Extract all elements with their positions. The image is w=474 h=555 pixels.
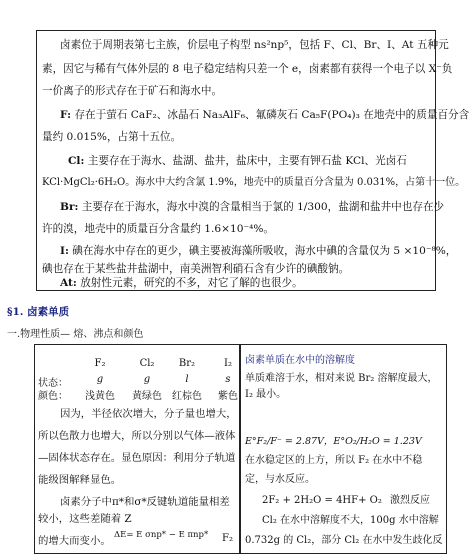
fluorine-row bbox=[60, 104, 469, 126]
delta-e-formula: ΔE= E σnp* − E πnp* bbox=[114, 530, 209, 540]
color-br2: 红棕色 bbox=[172, 391, 202, 402]
props-text-7: 的增大而变小。 bbox=[38, 535, 111, 547]
state-label: 状态： bbox=[38, 378, 68, 389]
bromine-text-2: 许的溴，地壳中的质量百分含量约 1.6×10⁻⁴%。 bbox=[42, 223, 274, 235]
subsection-title: 一.物理性质— 熔、沸点和颜色 bbox=[7, 329, 144, 340]
state-i2: s bbox=[225, 374, 231, 385]
astatine-text-1: 放射性元素，研究的不多，对它了解的也很少。 bbox=[80, 277, 303, 289]
element-f2: F₂ bbox=[94, 358, 106, 369]
reaction-note: 激烈反应 bbox=[390, 495, 430, 506]
props-text-2: 所以色散力也增大，所以分别以气体—液体 bbox=[38, 430, 236, 442]
fluorine-water-reaction: 2F₂ + 2H₂O = 4HF+ O₂ bbox=[262, 495, 382, 506]
bromine-row bbox=[60, 196, 444, 218]
formula-f2: F₂ bbox=[222, 533, 233, 544]
props-text-6: 较小，这些差随着 Z bbox=[38, 513, 132, 525]
iodine-text-2: 碘也存在于某些盐井盐湖中，南美洲智利硝石含有少许的碘酸钠。 bbox=[42, 263, 350, 275]
potential-equation: E°F₂/F⁻ = 2.87V，E°O₂/H₂O = 1.23V bbox=[245, 436, 422, 447]
iodine-label: I: bbox=[60, 245, 69, 257]
color-label: 颜色： bbox=[38, 391, 68, 402]
element-i2: I₂ bbox=[224, 358, 232, 369]
intro-line-3: 一价离子的形式存在于矿石和海水中。 bbox=[42, 85, 223, 97]
state-f2: g bbox=[96, 374, 104, 385]
chlorine-label: Cl: bbox=[68, 155, 85, 167]
intro-line-2: 素，因它与稀有气体外层的 8 电子稳定结构只差一个 e，卤素都有获得一个电子以 X⁻负 bbox=[42, 63, 453, 75]
fluorine-label: F: bbox=[60, 109, 72, 121]
bromine-text-1: 主要存在于海水，海水中溴的含量相当于氯的 1/300，盐湖和盐井中也存在少 bbox=[81, 201, 445, 213]
iodine-text-1: 碘在海水中存在的更少，碘主要被海藻所吸收，海水中碘的含量仅为 5 ×10⁻⁸%， bbox=[72, 245, 457, 257]
element-br2: Br₂ bbox=[178, 358, 196, 369]
solubility-text-1: 单质难溶于水，相对来说 Br₂ 溶解度最大， bbox=[245, 373, 438, 384]
props-text-3: —固体状态存在。显色原因：利用分子轨道 bbox=[38, 452, 236, 464]
state-br2: l bbox=[185, 374, 189, 385]
chlorine-text-1: 主要存在于海水、盐湖、盐井，盐床中，主要有钾石盐 KCl、光卤石 bbox=[87, 155, 407, 167]
fluorine-text-1: 存在于萤石 CaF₂、冰晶石 Na₃AlF₆、氟磷灰石 Ca₅F(PO₄)₃ 在地壳中的质量百分含 bbox=[74, 109, 470, 121]
chlorine-text-2: KCl·MgCl₂·6H₂O。海水中大约含氯 1.9%，地壳中的质量百分含量为 0.031%，占第十一位。 bbox=[42, 177, 466, 188]
props-text-4: 能级图解释显色。 bbox=[38, 474, 122, 486]
section-title: §1. 卤素单质 bbox=[7, 306, 70, 318]
color-i2: 紫色 bbox=[218, 391, 238, 402]
astatine-label: At: bbox=[60, 277, 77, 289]
intro-line-1: 卤素位于周期表第七主族，价层电子构型 ns²np⁵，包括 F、Cl、Br、I、At 五种元 bbox=[60, 39, 449, 51]
props-text-5: 卤素分子中π*和σ*反键轨道能量相差 bbox=[60, 496, 230, 508]
solubility-text-4: 定，与水反应。 bbox=[245, 474, 315, 485]
chlorine-row bbox=[68, 150, 407, 172]
color-f2: 浅黄色 bbox=[85, 391, 115, 402]
color-cl2: 黄绿色 bbox=[132, 391, 162, 402]
props-text-1: 因为，半径依次增大，分子量也增大， bbox=[60, 408, 237, 420]
state-cl2: g bbox=[143, 374, 151, 385]
element-cl2: Cl₂ bbox=[139, 358, 155, 369]
solubility-title: 卤素单质在水中的溶解度 bbox=[245, 355, 355, 366]
fluorine-text-2: 量约 0.015%，占第十五位。 bbox=[42, 131, 182, 143]
solubility-text-6: 0.732g 的 Cl₂，部分 Cl₂ 在水中发生歧化反 bbox=[245, 535, 443, 546]
bromine-label: Br: bbox=[60, 201, 79, 213]
astatine-row bbox=[60, 272, 303, 294]
solubility-text-5: Cl₂ 在水中溶解度不大，100g 水中溶解 bbox=[262, 515, 439, 526]
solubility-text-2: I₂ 最小。 bbox=[245, 389, 287, 400]
solubility-text-3: 在水稳定区的上方，所以 F₂ 在水中不稳 bbox=[245, 455, 423, 466]
